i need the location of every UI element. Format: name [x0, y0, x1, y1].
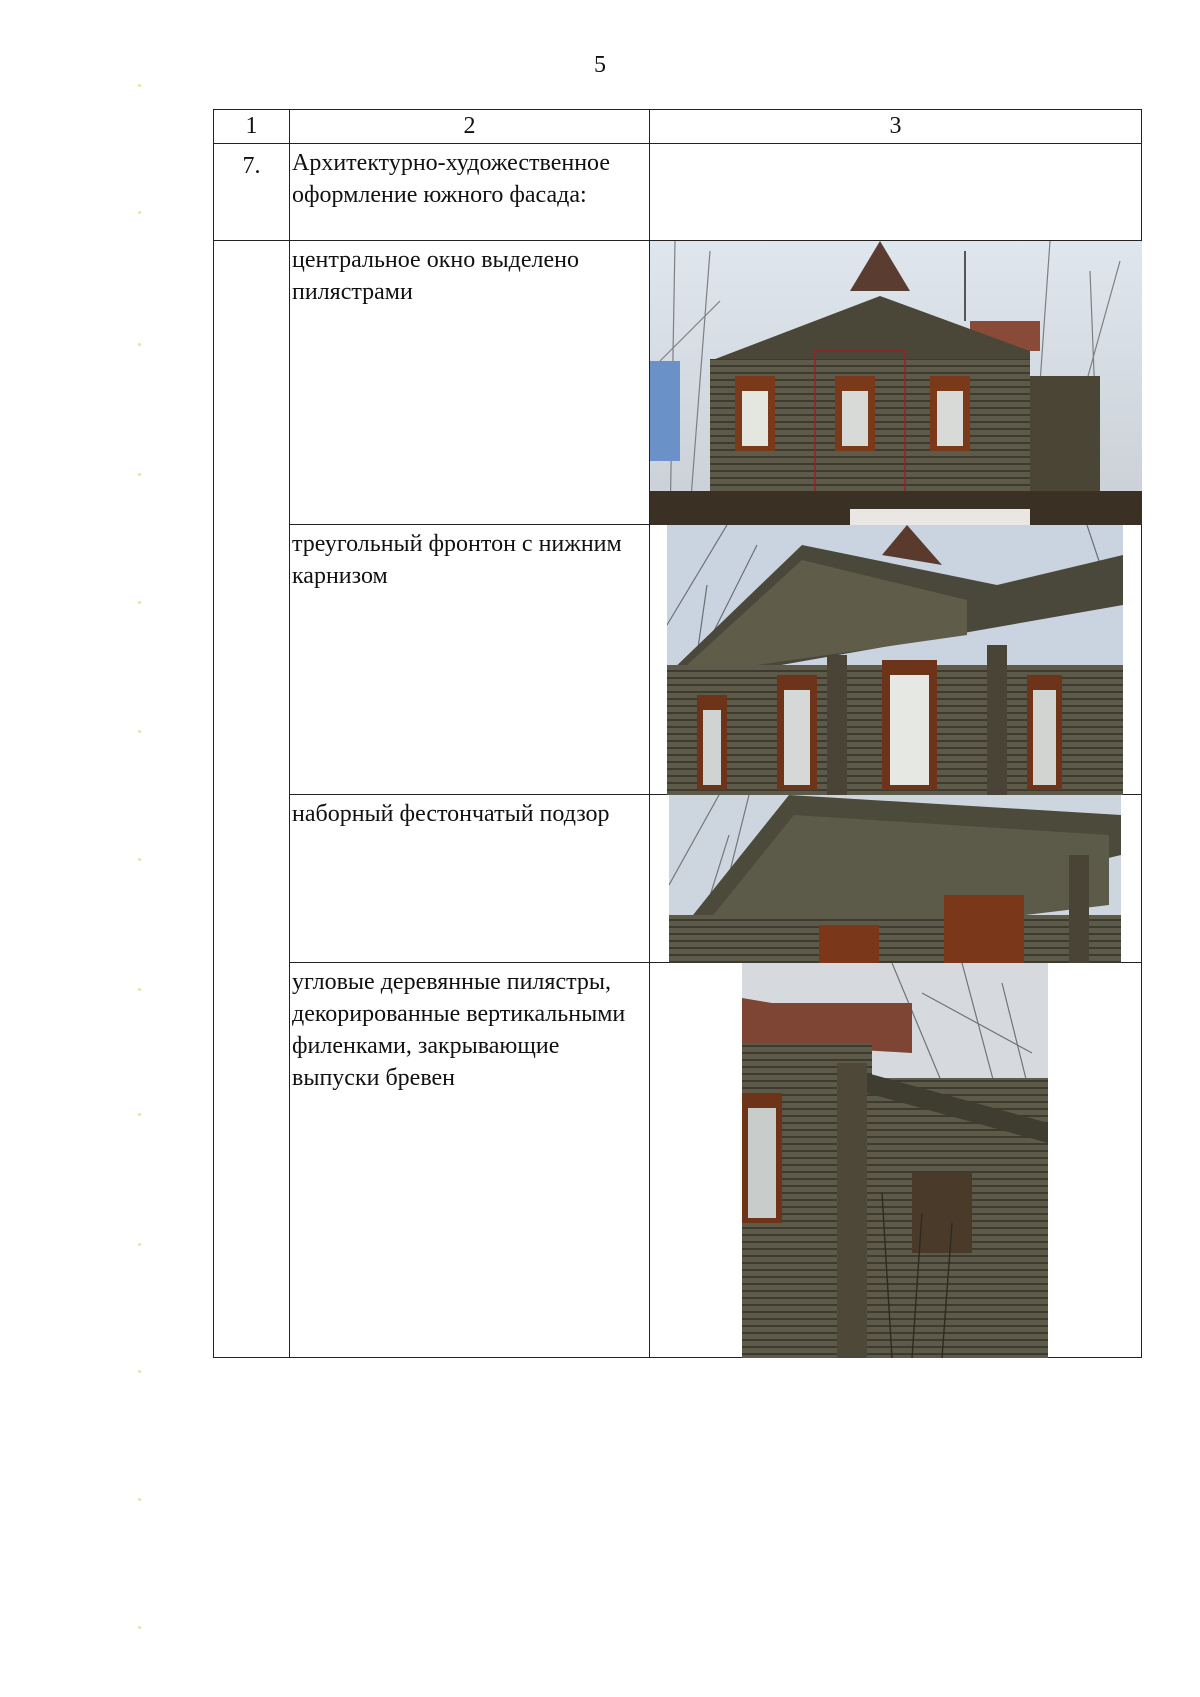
feature-text: угловые деревянные пилястры, декорированные вертикальными филенками, закрывающие выпуски бревен — [290, 963, 650, 1358]
scan-speck — [138, 84, 141, 87]
header-col-1: 1 — [214, 110, 290, 144]
scan-speck — [138, 601, 141, 604]
photo-cell — [650, 525, 1142, 795]
feature-text: наборный фестончатый подзор — [290, 795, 650, 963]
scalloped-valance-photo — [669, 795, 1121, 963]
header-col-2: 2 — [290, 110, 650, 144]
table-row — [214, 525, 1142, 795]
table-header-row — [214, 110, 1142, 144]
item-number-continuation — [214, 795, 290, 963]
table-row — [214, 963, 1142, 1358]
corner-pilasters-photo — [742, 963, 1048, 1358]
house-facade-central-window-photo — [650, 241, 1142, 525]
scan-speck — [138, 1243, 141, 1246]
scan-speck — [138, 988, 141, 991]
section-title: Архитектурно-художественное оформление южного фасада: — [290, 144, 650, 241]
header-col-3: 3 — [650, 110, 1142, 144]
item-number-continuation — [214, 963, 290, 1358]
photo-cell — [650, 795, 1142, 963]
table-row — [214, 241, 1142, 525]
photo-cell — [650, 241, 1142, 525]
scan-speck — [138, 1370, 141, 1373]
page-number: 5 — [594, 52, 606, 78]
scan-speck — [138, 211, 141, 214]
architectural-features-table — [213, 109, 1142, 1358]
scan-speck — [138, 1498, 141, 1501]
scan-speck — [138, 858, 141, 861]
feature-text: центральное окно выделено пилястрами — [290, 241, 650, 525]
scan-speck — [138, 473, 141, 476]
scan-speck — [138, 1626, 141, 1629]
scan-speck — [138, 343, 141, 346]
item-number: 7. — [214, 144, 290, 241]
item-number-continuation — [214, 241, 290, 525]
photo-cell — [650, 963, 1142, 1358]
item-number-continuation — [214, 525, 290, 795]
scan-speck — [138, 730, 141, 733]
empty-cell — [650, 144, 1142, 241]
table-row — [214, 144, 1142, 241]
feature-text: треугольный фронтон с нижним карнизом — [290, 525, 650, 795]
scan-speck — [138, 1113, 141, 1116]
triangular-pediment-photo — [667, 525, 1123, 795]
table-row — [214, 795, 1142, 963]
